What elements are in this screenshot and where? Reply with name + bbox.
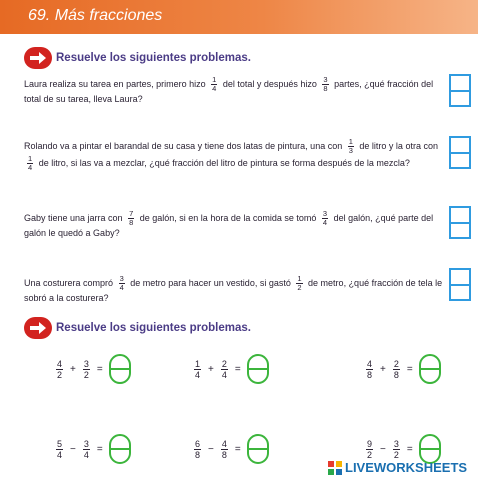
- fraction: $\frac{6}{8}$: [195, 438, 201, 460]
- operator: −: [380, 443, 386, 455]
- fraction: $\frac{4}{8}$: [221, 438, 227, 460]
- answer-box-1[interactable]: [449, 74, 471, 107]
- fraction: $\frac{1}{4}$: [195, 358, 201, 380]
- brand-label: LIVEWORKSHEETS: [345, 460, 468, 475]
- arrow-right-icon: [24, 317, 52, 339]
- section-header-exercises: [24, 317, 251, 339]
- fraction: $\frac{4}{2}$: [57, 358, 63, 380]
- equals-sign: =: [234, 363, 241, 375]
- answer-input-5[interactable]: [247, 434, 269, 464]
- problem-text: de metro para hacer un vestido, si gastó: [130, 277, 291, 288]
- header-banner: [0, 0, 478, 34]
- answer-input-4[interactable]: [109, 434, 131, 464]
- equals-sign: =: [96, 363, 103, 375]
- fraction: $\frac{1}{3}$: [348, 137, 353, 155]
- fraction: $\frac{9}{2}$: [367, 438, 373, 460]
- equals-sign: =: [406, 363, 413, 375]
- operator: +: [208, 363, 214, 375]
- problem-text: Gaby tiene una jarra con: [24, 212, 123, 223]
- liveworksheets-brand[interactable]: [328, 460, 467, 475]
- problem-4: [24, 275, 444, 304]
- problem-3: [24, 210, 444, 239]
- problem-text: de galón, si en la hora de la comida se tomó: [139, 212, 317, 223]
- answer-box-2[interactable]: [449, 136, 471, 169]
- exercise-4: [52, 434, 131, 464]
- problem-text: Rolando va a pintar el barandal de su casa y tiene dos latas de pintura, una con: [24, 140, 343, 151]
- section-title: Resuelve los siguientes problemas.: [56, 322, 251, 334]
- exercise-2: [190, 354, 269, 384]
- fraction: $\frac{2}{8}$: [393, 358, 399, 380]
- answer-box-3[interactable]: [449, 206, 471, 239]
- fraction: $\frac{3}{2}$: [393, 438, 399, 460]
- problem-text: Una costurera compró: [24, 277, 114, 288]
- equals-sign: =: [406, 443, 413, 455]
- answer-box-4[interactable]: [449, 268, 471, 301]
- answer-input-1[interactable]: [109, 354, 131, 384]
- exercise-5: [190, 434, 269, 464]
- fraction: $\frac{3}{4}$: [119, 274, 124, 292]
- page-title: 69. Más fracciones: [28, 7, 163, 24]
- fraction: $\frac{3}{8}$: [323, 75, 328, 93]
- fraction: $\frac{1}{2}$: [297, 274, 302, 292]
- problem-2: [24, 138, 444, 172]
- answer-input-3[interactable]: [419, 354, 441, 384]
- operator: −: [208, 443, 214, 455]
- fraction: $\frac{2}{4}$: [221, 358, 227, 380]
- answer-input-2[interactable]: [247, 354, 269, 384]
- operator: +: [70, 363, 76, 375]
- fraction: $\frac{3}{2}$: [83, 358, 89, 380]
- problem-text: Laura realiza su tarea en partes, primero hizo: [24, 78, 206, 89]
- problem-text: de litro y la otra con: [359, 140, 438, 151]
- problem-text: del galón, ¿qué parte del galón le quedó a Gaby?: [24, 212, 434, 238]
- equals-sign: =: [234, 443, 241, 455]
- section-title: Resuelve los siguientes problemas.: [56, 52, 251, 64]
- fraction: $\frac{1}{4}$: [28, 154, 33, 172]
- fraction: $\frac{5}{4}$: [57, 438, 63, 460]
- problem-text: de litro, si las va a mezclar, ¿qué fracción del litro de pintura se forma después de la mezcla?: [38, 157, 410, 168]
- fraction: $\frac{4}{8}$: [367, 358, 373, 380]
- arrow-right-icon: [24, 47, 52, 69]
- equals-sign: =: [96, 443, 103, 455]
- liveworksheets-logo-icon: [328, 461, 342, 475]
- problem-text: del total y después hizo: [222, 78, 317, 89]
- operator: −: [70, 443, 76, 455]
- section-header-problems: [24, 47, 251, 69]
- problem-text: partes, ¿qué fracción del total de su tarea, lleva Laura?: [24, 78, 434, 104]
- fraction: $\frac{7}{8}$: [129, 209, 134, 227]
- exercise-3: [362, 354, 441, 384]
- fraction: $\frac{3}{4}$: [83, 438, 89, 460]
- exercise-1: [52, 354, 131, 384]
- operator: +: [380, 363, 386, 375]
- problem-1: [24, 76, 440, 105]
- fraction: $\frac{1}{4}$: [212, 75, 217, 93]
- problem-text: de metro, ¿qué fracción de tela le sobró a la costurera?: [24, 277, 443, 303]
- fraction: $\frac{3}{4}$: [322, 209, 328, 227]
